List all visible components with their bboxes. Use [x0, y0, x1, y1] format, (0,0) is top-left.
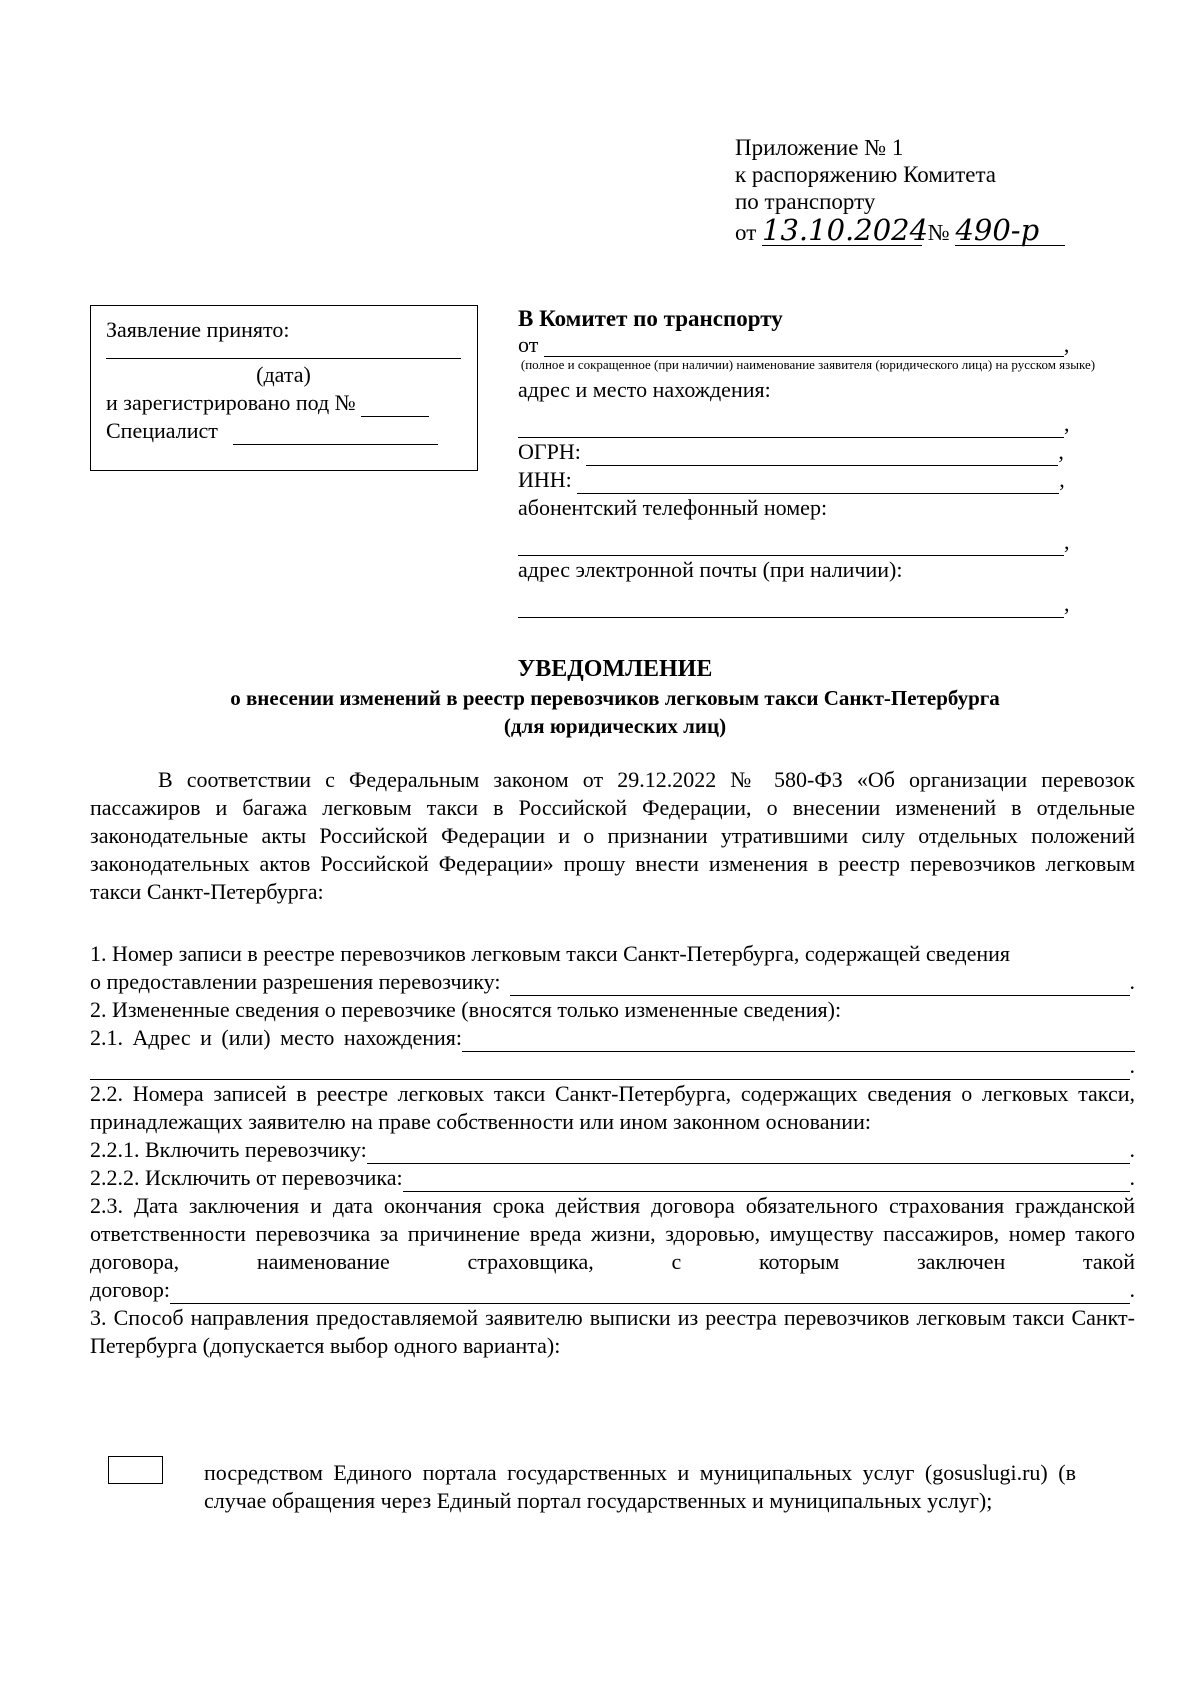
accepted-registered-label: и зарегистрировано под № — [106, 390, 356, 415]
accepted-registered-row — [106, 389, 463, 417]
appendix-line-3: по транспорту — [735, 189, 876, 214]
accepted-box — [90, 305, 478, 471]
notice-subtitle-2: (для юридических лиц) — [503, 714, 727, 738]
addressee-from-label: от — [518, 332, 539, 357]
appendix-line-2: к распоряжению Комитета — [735, 162, 996, 187]
comma: , — [1064, 591, 1070, 616]
period: . — [1129, 1277, 1135, 1302]
addressee-address-label: адрес и место нахождения: — [518, 377, 771, 402]
item-2-2-2-row — [90, 1164, 1135, 1192]
addressee-title: В Комитет по транспорту — [518, 306, 783, 331]
item-2-2-1-row — [90, 1136, 1135, 1164]
appendix-block — [735, 134, 1065, 246]
item-2: 2. Измененные сведения о перевозчике (вносятся только измененные сведения): — [90, 997, 842, 1022]
item-2-2-1-label: 2.2.1. Включить перевозчику: — [90, 1137, 367, 1162]
item-2-3-last-label: договор: — [90, 1277, 171, 1302]
comma: , — [1064, 529, 1070, 554]
accepted-specialist-line — [233, 424, 438, 445]
item-3: 3. Способ направления предоставляемой заявителю выписки из реестра перевозчиков легковым такси Санкт-Петербурга (допускается выбор одного варианта): — [90, 1305, 1135, 1358]
notice-title: УВЕДОМЛЕНИЕ — [517, 656, 713, 682]
appendix-date-value: 13.10.2024 — [762, 213, 929, 247]
appendix-line-1: Приложение № 1 — [735, 135, 904, 160]
item-2-2-1-fill-line — [367, 1143, 1130, 1164]
comma: , — [1063, 332, 1070, 357]
item-1-line-1: 1. Номер записи в реестре перевозчиков легковым такси Санкт-Петербурга, содержащей сведения — [90, 941, 1011, 966]
addressee-inn-row — [518, 466, 1078, 494]
accepted-specialist-row — [106, 417, 463, 445]
item-2-1-fill-line — [462, 1031, 1135, 1052]
appendix-number-value: 490-р — [955, 215, 1065, 246]
addressee-email-label: адрес электронной почты (при наличии): — [518, 557, 903, 582]
intro-paragraph: В соответствии с Федеральным законом от 29.12.2022 № 580-ФЗ «Об организации перевозок пассажиров и багажа легковым такси в Российской Федерации, о внесении изменений в отдельные законодательные акты Российской Федерации и о признании утратившими силу отдельных положений законодательных актов Российской Федерации» прошу внести изменения в реестр перевозчиков легковым такси Санкт-Петербурга: — [90, 767, 1135, 904]
item-1-fill-line — [510, 975, 1129, 996]
addressee-phone-line — [518, 535, 1064, 556]
item-2-2-2-label: 2.2.2. Исключить от перевозчика: — [90, 1165, 403, 1190]
addressee-email-line — [518, 597, 1064, 618]
appendix-date-row — [735, 215, 1065, 246]
period: . — [1129, 1053, 1135, 1078]
item-2-2: 2.2. Номера записей в реестре легковых такси Санкт-Петербурга, содержащих сведения о легковых такси, принадлежащих заявителю на праве собственности или ином законном основании: — [90, 1081, 1135, 1134]
addressee-ogrn-label: ОГРН: — [518, 439, 581, 464]
notice-subtitle-1: о внесении изменений в реестр перевозчиков легковым такси Санкт-Петербурга — [230, 686, 1000, 710]
period: . — [1129, 1165, 1135, 1190]
addressee-inn-line — [577, 473, 1059, 494]
appendix-number-sign: № — [927, 220, 950, 245]
addressee-from-caption: (полное и сокращенное (при наличии) наименование заявителя (юридического лица) на русском языке) — [520, 357, 1096, 372]
item-2-1-fill-line-2 — [90, 1059, 1130, 1080]
addressee-address-line — [518, 417, 1064, 438]
accepted-date-line — [106, 358, 461, 359]
addressee-from-row — [518, 333, 1078, 357]
addressee-ogrn-row — [518, 438, 1078, 466]
appendix-date-prefix: от — [735, 220, 757, 245]
accepted-date-caption: (дата) — [256, 362, 311, 387]
comma: , — [1059, 467, 1065, 492]
addressee-block — [518, 305, 1096, 618]
notice-heading — [90, 654, 1140, 740]
comma: , — [1064, 411, 1070, 436]
item-1-label: о предоставлении разрешения перевозчику: — [90, 969, 501, 994]
addressee-phone-label: абонентский телефонный номер: — [518, 495, 828, 520]
item-1-line-2 — [90, 968, 1135, 996]
item-2-3-fill-line — [170, 1283, 1129, 1304]
addressee-address-row — [518, 410, 1078, 438]
item-2-1-row — [90, 1024, 1135, 1052]
accepted-number-line — [361, 396, 429, 417]
period: . — [1129, 1137, 1135, 1162]
items-block — [90, 940, 1135, 1360]
addressee-inn-label: ИНН: — [518, 467, 572, 492]
addressee-phone-row — [518, 528, 1078, 556]
addressee-from-line — [544, 336, 1064, 357]
addressee-email-row — [518, 590, 1078, 618]
addressee-ogrn-line — [586, 445, 1058, 466]
item-2-3: 2.3. Дата заключения и дата окончания срока действия договора обязательного страхования гражданской ответственности перевозчика за причинение вреда жизни, здоровью, имуществу пассажиров, номер такого договора, наименование страховщика, с которым заключен такой — [90, 1193, 1135, 1274]
accepted-specialist-label: Специалист — [106, 418, 218, 443]
accepted-title: Заявление принято: — [106, 317, 290, 342]
item-2-1-continuation — [90, 1052, 1135, 1080]
option-1-checkbox[interactable] — [108, 1456, 163, 1484]
item-2-2-2-fill-line — [403, 1171, 1130, 1192]
item-2-1-label: 2.1. Адрес и (или) место нахождения: — [90, 1025, 463, 1050]
comma: , — [1058, 439, 1064, 464]
period: . — [1129, 969, 1135, 994]
option-1-text: посредством Единого портала государственных и муниципальных услуг (gosuslugi.ru) (в случае обращения через Единый портал государственных и муниципальных услуг); — [204, 1460, 1076, 1513]
item-2-3-last-row — [90, 1276, 1135, 1304]
